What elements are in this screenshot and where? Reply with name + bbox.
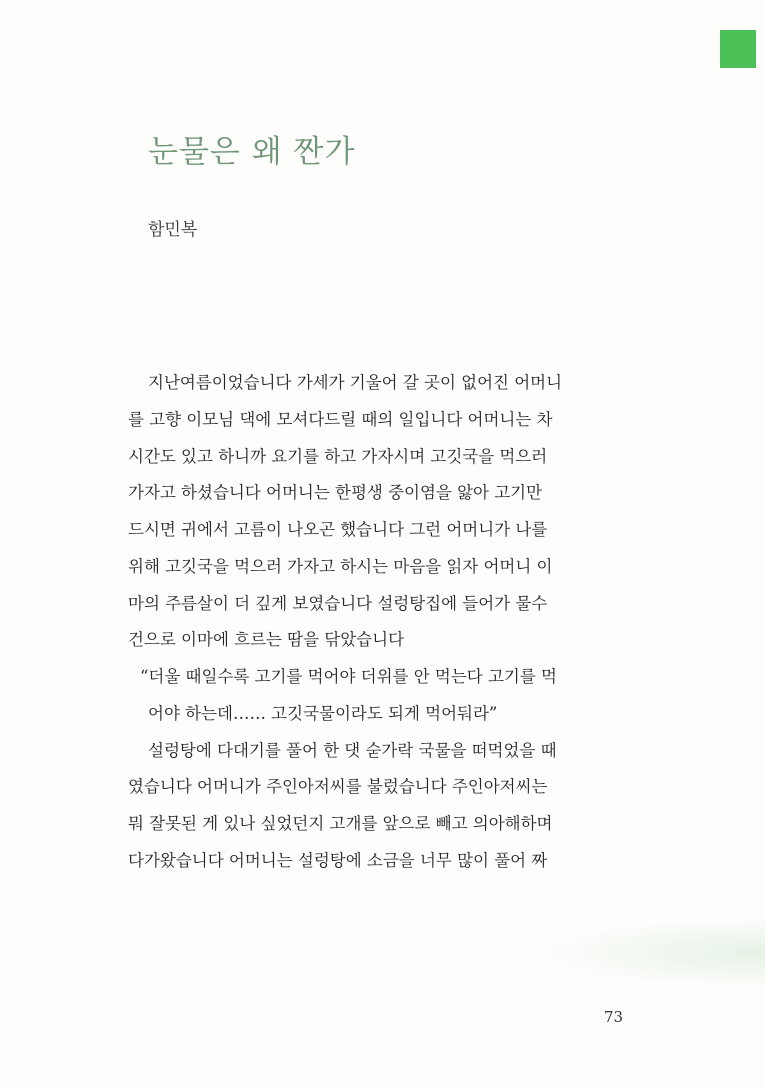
- body-line: 시간도 있고 하니까 요기를 하고 가자시며 고깃국을 먹으러: [128, 446, 548, 466]
- body-line: 마의 주름살이 더 깊게 보였습니다 설렁탕집에 들어가 물수: [128, 593, 548, 613]
- accent-square: [720, 30, 756, 68]
- body-line: 지난여름이었습니다 가세가 기울어 갈 곳이 없어진 어머니: [148, 373, 563, 392]
- body-line: 건으로 이마에 흐르는 땀을 닦았습니다: [128, 630, 405, 650]
- author-name: 함민복: [148, 220, 198, 240]
- body-line: 였습니다 어머니가 주인아저씨를 불렀습니다 주인아저씨는: [128, 777, 548, 797]
- body-line: 뭐 잘못된 게 있나 싶었던지 고개를 앞으로 빼고 의아해하며: [128, 814, 553, 833]
- corner-shade: [545, 918, 765, 988]
- body-line: 가자고 하셨습니다 어머니는 한평생 중이염을 앓아 고기만: [128, 483, 543, 503]
- body-line: 를 고향 이모님 댁에 모셔다드릴 때의 일입니다 어머니는 차: [128, 409, 553, 429]
- page-title: 눈물은 왜 짠가: [148, 134, 356, 170]
- body-line-quote: “더울 때일수록 고기를 먹어야 더위를 안 먹는다 고기를 먹: [140, 667, 557, 686]
- page-number: 73: [604, 1008, 624, 1026]
- body-line-quote: 어야 하는데…… 고깃국물이라도 되게 먹어둬라”: [148, 703, 498, 723]
- body-text: [128, 365, 648, 880]
- body-line: 다가왔습니다 어머니는 설렁탕에 소금을 너무 많이 풀어 짜: [128, 850, 548, 870]
- body-line: 설렁탕에 다대기를 풀어 한 댓 숟가락 국물을 떠먹었을 때: [148, 740, 557, 760]
- body-line: 위해 고깃국을 먹으러 가자고 하시는 마음을 읽자 어머니 이: [128, 556, 553, 576]
- body-line: 드시면 귀에서 고름이 나오곤 했습니다 그런 어머니가 나를: [128, 520, 548, 539]
